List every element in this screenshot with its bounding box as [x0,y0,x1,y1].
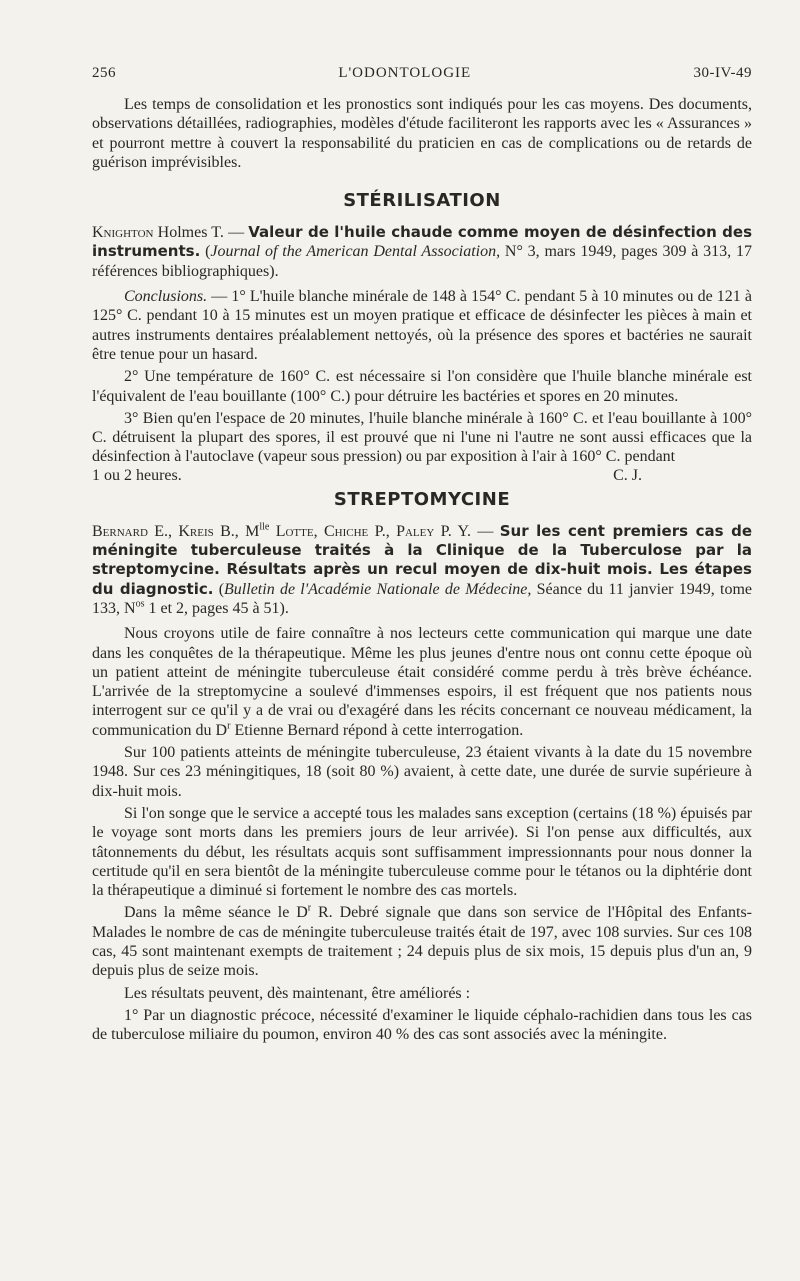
author-initials: Holmes T. — [153,224,249,242]
section-title-sterilisation: STÉRILISATION [343,190,501,212]
article-title: Sur les cent premiers cas de méningite tuberculeuse traités à la Clinique de la Tuberculose par la streptomycine. Résultats après un recul moyen de dix-huit mois. Les étapes du diagnostic. [92,521,753,598]
signature-line [92,467,752,485]
journal-title: L'ODONTOLOGIE [338,65,472,81]
body-paragraph-2: Sur 100 patients atteints de méningite tuberculeuse, 23 étaient vivants à la date du 15 novembre 1948. Sur ces 23 méningitiques, 18 (soit 80 %) avaient, à cette date, une durée de survie supérieure à dix-huit mois. [92,744,752,800]
body-paragraph-3: Si l'on songe que le service a accepté tous les malades sans exception (certains (18 %) épuisés par le voyage sont morts dans les premiers jours de leur arrivée). Si l'on pense aux difficultés, aux tâtonnements du début, les résultats acquis sont suffisamment impressionnants pour nous donner la certitude qu'il en sera bientôt de la méningite tuberculeuse comme pour le tétanos ou la diphtérie dont la thérapeutique a diminué si fortement le nombre des cas mortels. [92,804,752,900]
page-number: 256 [92,65,116,81]
source-journal: Bulletin de l'Académie Nationale de Médecine, [224,580,532,598]
author-name: Chiche [323,522,369,540]
author-name: Paley [396,522,435,540]
body-paragraph-6: 1° Par un diagnostic précoce, nécessité d'examiner le liquide céphalo-rachidien dans tous les cas de tuberculose miliaire du poumon, environ 40 % des cas sont associés avec la méningite. [92,1006,752,1044]
streptomycine-reference [92,522,752,618]
article-title: Valeur de l'huile chaude comme moyen de désinfection des instruments. [92,223,753,261]
paragraph-text: R. Debré signale que dans son service de l'Hôpital des Enfants-Malades le nombre de cas de méningite tuberculeuse traités était de 197, avec 108 survies. Sur ces 108 cas, 45 sont maintenant exempts de traitement ; 24 depuis plus de six mois, 15 depuis plus d'un an, 9 depuis plus de seize mois. [92,904,752,980]
conclusion-text-1: — 1° L'huile blanche minérale de 148 à 154° C. pendant 5 à 10 minutes ou de 121 à 125° C. pendant 10 à 15 minutes est un moyen pratique et efficace de désinfecter les pièces à main et autres instruments dentaires préalablement nettoyés, où la présence des spores et bactéries ne saurait être tenue pour un hasard. [92,288,752,363]
issue-date: 30-IV-49 [693,65,752,81]
source-journal: Journal of the American Dental Association, [210,243,501,261]
author-initials: E., [147,522,179,540]
body-paragraph-4 [92,903,752,980]
author-separator: , [313,522,324,540]
source-details: 1 et 2, pages 45 à 51). [144,599,289,617]
conclusion-paragraph-1 [92,287,752,364]
body-paragraph-5: Les résultats peuvent, dès maintenant, être améliorés : [124,984,471,1002]
conclusion-paragraph-2: 2° Une température de 160° C. est nécessaire si l'on considère que l'huile blanche minérale est l'équivalent de l'eau bouillante (100° C.) pour détruire les bactéries et spores en 20 minutes. [92,368,752,405]
author-name: Knighton [92,224,154,242]
conclusions-label: Conclusions. [124,288,208,306]
body-paragraph-1 [92,624,752,740]
source-open: ( [200,243,211,261]
signature: C. J. [613,466,642,484]
author-name: Lotte [269,522,314,540]
intro-paragraph: Les temps de consolidation et les pronostics sont indiqués pour les cas moyens. Des documents, observations détaillées, radiographies, modèles d'étude faciliteront les rapports avec les « Assurances » et pourront mettre à couvert la responsabilité du praticien en cas de complications ou de retards de guérison imprévisibles. [92,96,752,171]
author-name: Kreis [178,522,214,540]
conclusion-paragraph-3-end: 1 ou 2 heures. [92,466,182,484]
sterilisation-reference [92,223,752,281]
superscript: r [307,903,312,915]
section-title-streptomycine: STREPTOMYCINE [333,488,511,510]
paragraph-text: Dans la même séance le D [124,904,308,922]
author-initials: B., M [213,522,260,540]
source-details: Séance du 11 janvier 1949, tome 133, N [92,580,752,617]
source-details: N° 3, mars 1949, pages 309 à 313, 17 références bibliographiques). [92,243,752,280]
superscript: r [227,720,231,732]
source-open: ( [213,580,225,598]
author-initials: P., [368,522,397,540]
conclusion-paragraph-3: 3° Bien qu'en l'espace de 20 minutes, l'huile blanche minérale à 160° C. et l'eau bouillante à 100° C. détruisent la plupart des spores, il est prouvé que ni l'une ni l'autre ne sont aussi efficaces que la désinfection à l'autoclave (vapeur sous pression) ou par exposition à l'air à 160° C. pendant [92,409,752,466]
superscript: lle [259,521,270,533]
paragraph-text: Nous croyons utile de faire connaître à nos lecteurs cette communication qui marque une date dans les conquêtes de la thérapeutique. Même les plus jeunes d'entre nous ont connu cette époque où un patient atteint de méningite tuberculeuse était considéré comme perdu à très brève échéance. L'arrivée de la streptomycine a soulevé d'immenses espoirs, il est fréquent que nos patients nous interrogent sur ce qu'il y a de vrai ou d'exagéré dans les récits concernant ce nouveau médicament, la communication du D [92,625,752,739]
running-header [92,63,752,83]
author-initials: P. Y. — [434,522,500,540]
superscript: os [135,598,145,610]
paragraph-text: Etienne Bernard répond à cette interrogation. [230,721,524,739]
author-name: Bernard [92,522,148,540]
